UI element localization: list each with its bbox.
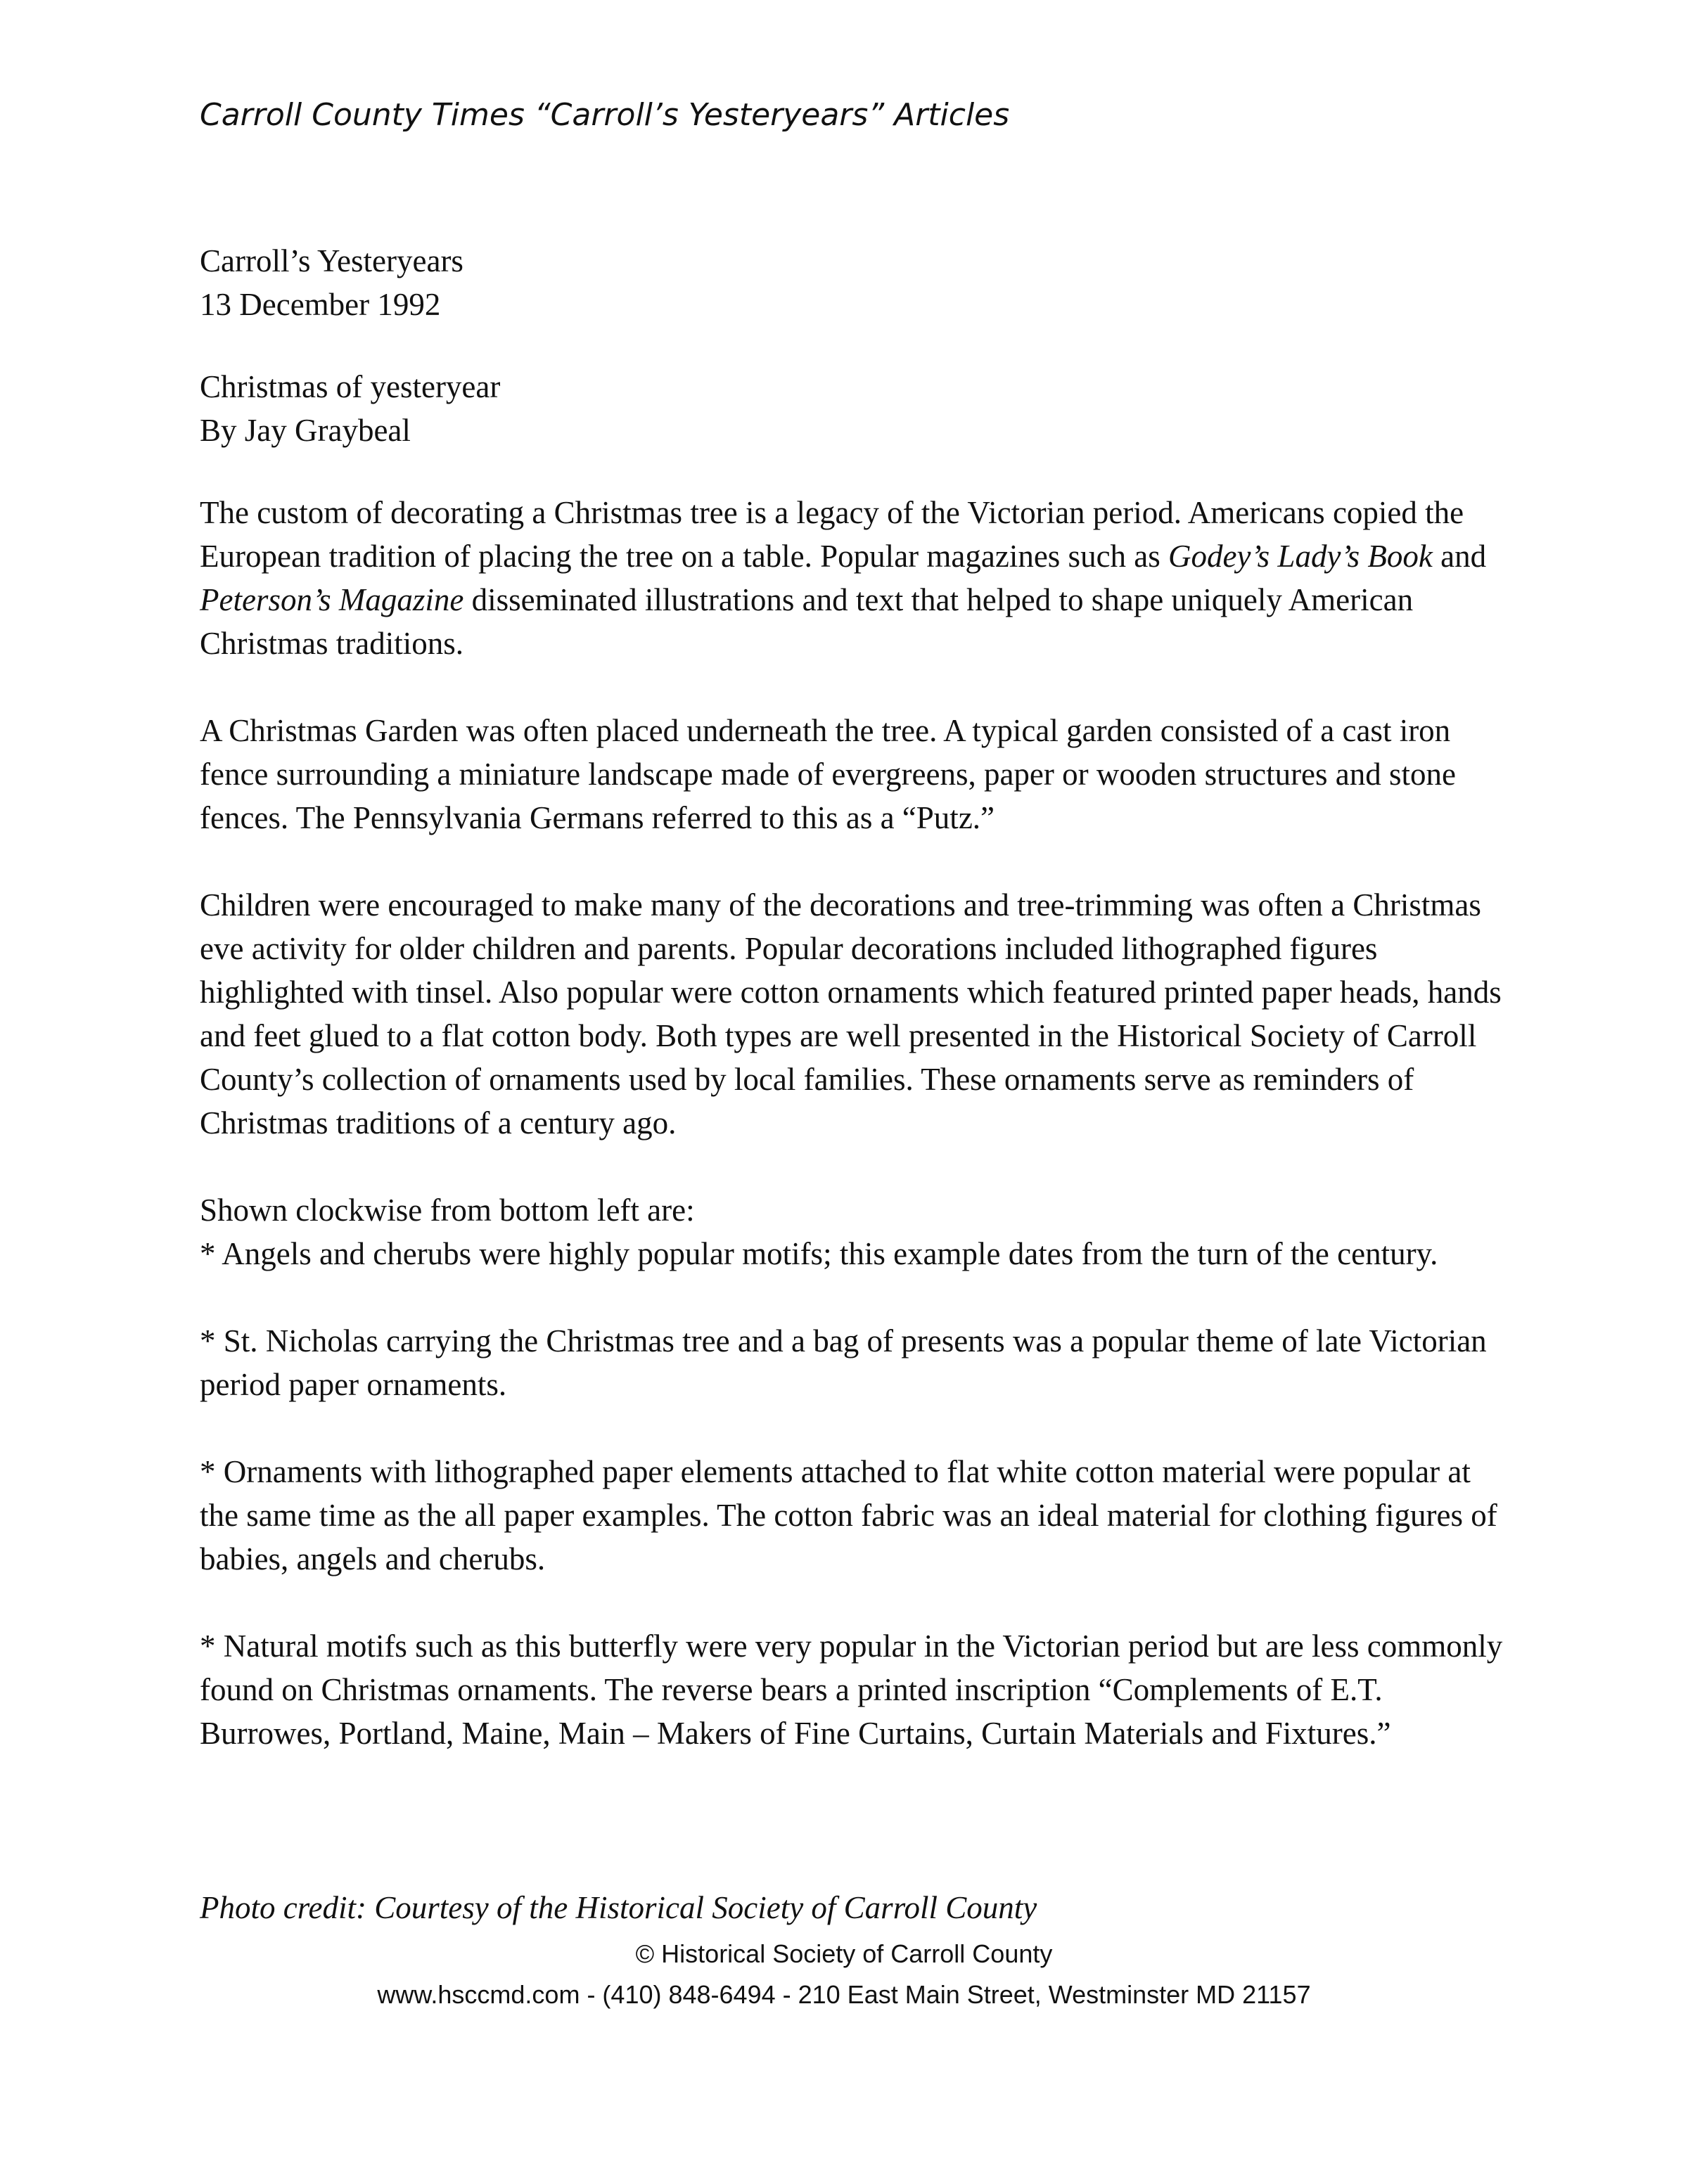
running-header: Carroll County Times “Carroll’s Yesteryears” Articles (200, 97, 1010, 133)
caption-item: * Angels and cherubs were highly popular motifs; this example dates from the turn of the century. (200, 1236, 1438, 1271)
paragraph-3: Children were encouraged to make many of the decorations and tree-trimming was often a Christmas eve activity for older children and parents. Popular decorations included lithographed figures highlighted with tinsel. Also popular were cotton ornaments which featured printed paper heads, hands and feet glued to a flat cotton body. Both types are well presented in the Historical Society of Carroll County’s collection of ornaments used by local families. These ornaments serve as reminders of Christmas traditions of a century ago. (200, 887, 1502, 1141)
paragraph-1-text-c: disseminated illustrations and text that helped to shape uniquely American Christmas traditions. (200, 582, 1414, 661)
paragraph-1-text-b: and (1432, 539, 1487, 574)
paragraph-2: A Christmas Garden was often placed underneath the tree. A typical garden consisted of a cast iron fence surrounding a miniature landscape made of evergreens, paper or wooden structures and stone fences. The Pennsylvania Germans referred to this as a “Putz.” (200, 713, 1457, 835)
article-title: Christmas of yesteryear (200, 369, 501, 404)
article-date: 13 December 1992 (200, 287, 441, 322)
paragraph-1 (200, 491, 1515, 665)
magazine-title-petersons: Peterson’s Magazine (200, 582, 464, 617)
article-body (200, 239, 1515, 1755)
column-name: Carroll’s Yesteryears (200, 243, 463, 278)
caption-item: * Ornaments with lithographed paper elements attached to flat white cotton material were popular at the same time as the all paper examples. The cotton fabric was an ideal material for clothing figures of babies, angels and cherubs. (200, 1454, 1497, 1576)
magazine-title-godeys: Godey’s Lady’s Book (1168, 539, 1433, 574)
caption-item: * St. Nicholas carrying the Christmas tree and a bag of presents was a popular theme of late Victorian period paper ornaments. (200, 1323, 1487, 1402)
captions-intro: Shown clockwise from bottom left are: (200, 1193, 695, 1228)
footer-copyright: © Historical Society of Carroll County (635, 1939, 1053, 1968)
photo-credit: Photo credit: Courtesy of the Historical Society of Carroll County (200, 1890, 1037, 1925)
caption-item: * Natural motifs such as this butterfly were very popular in the Victorian period but are less commonly found on Christmas ornaments. The reverse bears a printed inscription “Complements of E.T. Burrowes, Portland, Maine, Main – Makers of Fine Curtains, Curtain Materials and Fixtures.” (200, 1629, 1503, 1751)
footer-contact: www.hsccmd.com - (410) 848-6494 - 210 East Main Street, Westminster MD 21157 (377, 1980, 1311, 2009)
byline: By Jay Graybeal (200, 413, 411, 448)
paragraph-1-text-a: The custom of decorating a Christmas tree is a legacy of the Victorian period. Americans copied the European tradition of placing the tree on a table. Popular magazines such as (200, 495, 1464, 574)
